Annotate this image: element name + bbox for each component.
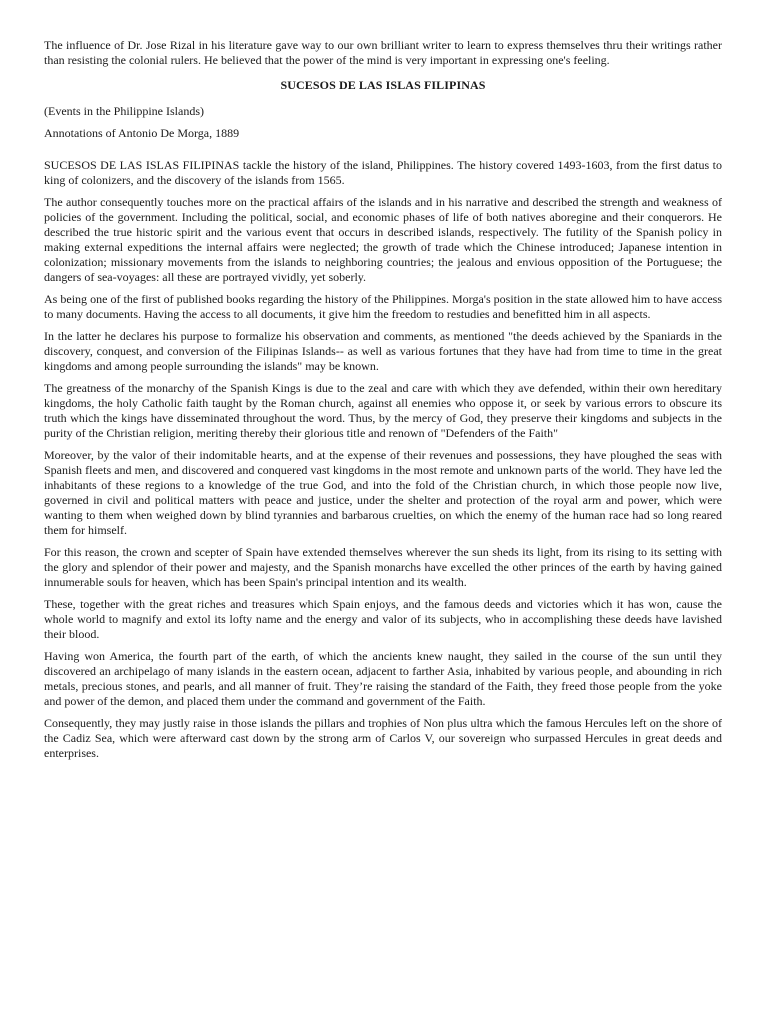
subtitle-block [44,104,722,141]
body-paragraph: These, together with the great riches and treasures which Spain enjoys, and the famous deeds and victories which it has won, cause the whole world to magnify and extol its lofty name and the energy and valor of its subjects, who in accomplishing these deeds have lavished their blood. [44,597,722,641]
intro-paragraph: The influence of Dr. Jose Rizal in his literature gave way to our own brilliant writer to learn to express themselves thru their writings rather than resisting the colonial rulers. He believed that the power of the mind is very important in expressing one's feeling. [44,38,722,67]
document-title: SUCESOS DE LAS ISLAS FILIPINAS [280,78,486,92]
subtitle-line-1: (Events in the Philippine Islands) [44,104,204,118]
body-paragraph: In the latter he declares his purpose to formalize his observation and comments, as mentioned "the deeds achieved by the Spaniards in the discovery, conquest, and conversion of the Filipinas Islands-- as well as various fortunes that they have had from time to time in the great kingdoms and among people surrounding the islands" may be known. [44,329,722,373]
subtitle-line-2: Annotations of Antonio De Morga, 1889 [44,126,240,140]
document-page [44,38,722,768]
body-paragraph: Consequently, they may justly raise in those islands the pillars and trophies of Non plus ultra which the famous Hercules left on the shore of the Cadiz Sea, which were afterward cast down by the strong arm of Carlos V, our sovereign who surpassed Hercules in great deeds and enterprises. [44,716,722,760]
body-paragraph: The author consequently touches more on the practical affairs of the islands and in his narrative and described the strength and weakness of policies of the government. Including the political, social, and economic phases of life of both natives aboregine and their conquerors. He described the true historic spirit and the various event that occurs in described islands, respectively. The futility of the Spanish policy in making external expeditions the internal affairs were neglected; the growth of trade which the Chinese introduced; Japanese intention in colonization; missionary movements from the islands to neighboring countries; the jealous and envious opposition of the Portuguese; the dangers of sea-voyages: all these are portrayed vividly, yet soberly. [44,195,722,284]
body-paragraph: SUCESOS DE LAS ISLAS FILIPINAS tackle the history of the island, Philippines. The history covered 1493-1603, from the first datus to king of colonizers, and the discovery of the islands from 1565. [44,158,722,187]
body-paragraph: As being one of the first of published books regarding the history of the Philippines. Morga's position in the state allowed him to have access to many documents. Having the access to all documents, it give him the freedom to restudies and benefitted him in all aspects. [44,292,722,321]
body-paragraph: The greatness of the monarchy of the Spanish Kings is due to the zeal and care with which they ave defended, within their own hereditary kingdoms, the holy Catholic faith taught by the Roman church, against all enemies who oppose it, or seek by various errors to obscure its truth which the kings have disseminated throughout the word. Thus, by the mercy of God, they preserve their kingdoms and subjects in the purity of the Christian religion, meriting thereby their glorious title and renown of "Defenders of the Faith" [44,381,722,440]
body-paragraph: Moreover, by the valor of their indomitable hearts, and at the expense of their revenues and possessions, they have ploughed the seas with Spanish fleets and men, and discovered and conquered vast kingdoms in the most remote and unknown parts of the world. They have led the inhabitants of these regions to a knowledge of the true God, and into the fold of the Christian church, in which those people now live, governed in civil and political matters with peace and justice, under the shelter and protection of the royal arm and power, which were wanting to them when weighed down by blind tyrannies and barbarous cruelties, on which the enemy of the human race had so long reared them for himself. [44,448,722,537]
body-paragraph: For this reason, the crown and scepter of Spain have extended themselves wherever the sun sheds its light, from its rising to its setting with the glory and splendor of their power and majesty, and the Spanish monarchs have excelled the other princes of the earth by having gained innumerable souls for heaven, which has been Spain's principal intention and its wealth. [44,545,722,589]
body-paragraph: Having won America, the fourth part of the earth, of which the ancients knew naught, they sailed in the course of the sun until they discovered an archipelago of many islands in the eastern ocean, adjacent to farther Asia, inhabited by various people, and abounding in rich metals, precious stones, and pearls, and all manner of fruit. They’re raising the standard of the Faith, they freed those people from the yoke and power of the demon, and placed them under the command and government of the Faith. [44,649,722,708]
